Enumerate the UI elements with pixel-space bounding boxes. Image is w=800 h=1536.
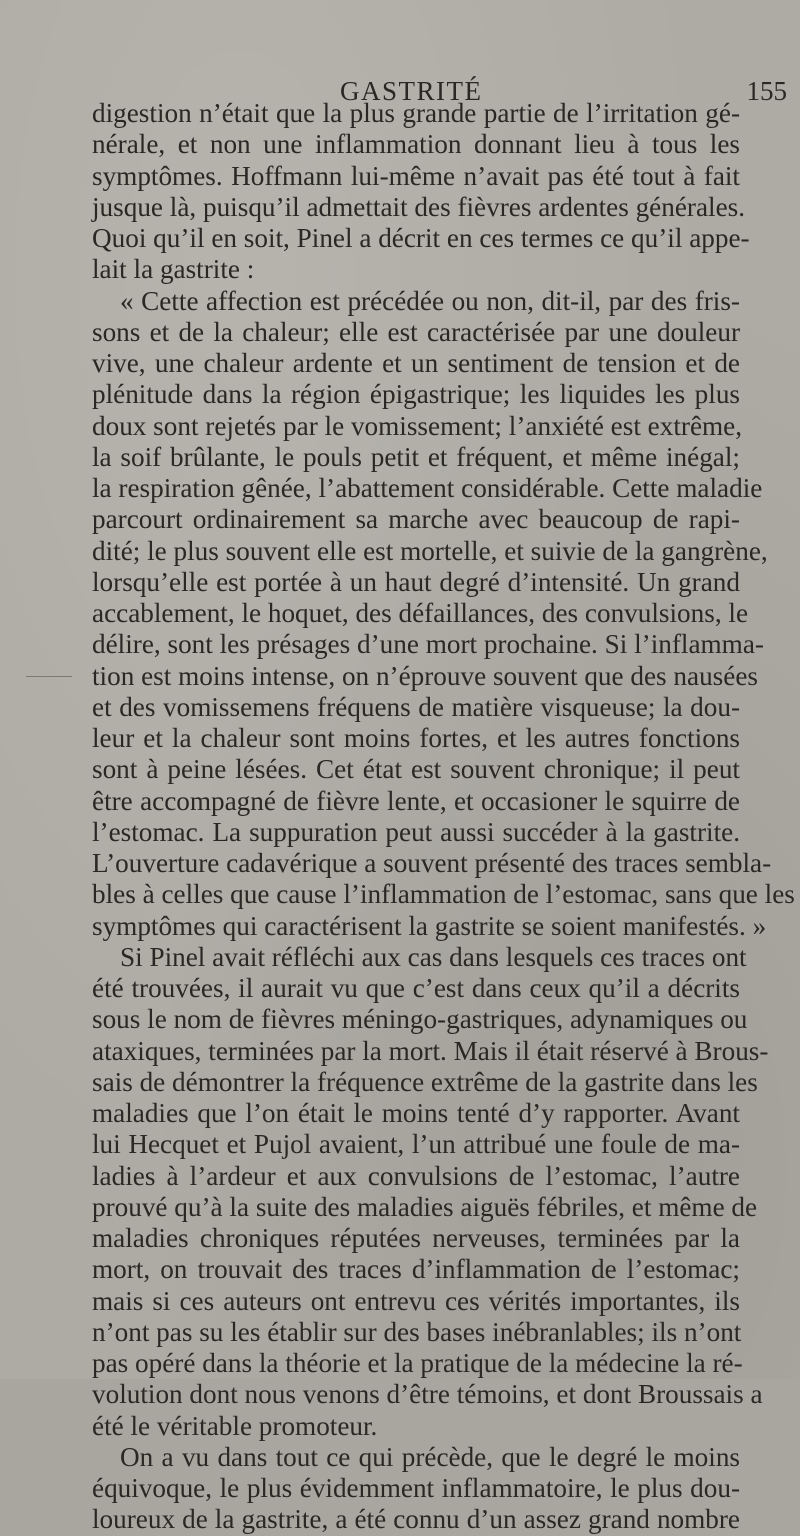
text-line: tion est moins intense, on n’éprouve souvent que des nausées	[92, 660, 758, 691]
text-line: et des vomissemens fréquens de matière visqueuse; la dou-	[92, 691, 740, 722]
text-line: sais de démontrer la fréquence extrême de la gastrite dans les	[92, 1066, 758, 1097]
text-line: Si Pinel avait réfléchi aux cas dans lesquels ces traces ont	[120, 941, 747, 972]
text-line: bles à celles que cause l’inflammation de l’estomac, sans que les	[92, 879, 795, 910]
text-line: été trouvées, il aurait vu que c’est dans ceux qu’il a décrits	[92, 973, 740, 1003]
text-line: doux sont rejetés par le vomissement; l’anxiété est extrême,	[92, 410, 743, 441]
text-line: dité; le plus souvent elle est mortelle, et suivie de la gangrène,	[92, 535, 768, 566]
text-line: délire, sont les présages d’une mort prochaine. Si l’inflamma-	[92, 629, 764, 660]
text-line: leur et la chaleur sont moins fortes, et les autres fonctions	[92, 723, 740, 753]
text-line: « Cette affection est précédée ou non, dit-il, par des fris-	[120, 285, 740, 316]
page-number: 155	[746, 76, 787, 106]
text-line: équivoque, le plus évidemment inflammatoire, le plus dou-	[92, 1473, 740, 1503]
text-line: sous le nom de fièvres méningo-gastriques, adynamiques ou	[92, 1004, 748, 1035]
text-line: lait la gastrite :	[92, 254, 255, 285]
text-line: symptômes qui caractérisent la gastrite se soient manifestés. »	[92, 910, 767, 941]
text-line: être accompagné de fièvre lente, et occasioner le squirre de	[92, 785, 740, 816]
body-text	[92, 98, 795, 1536]
text-line: volution dont nous venons d’être témoins, et dont Broussais a	[92, 1379, 763, 1410]
text-line: prouvé qu’à la suite des maladies aiguës fébriles, et même de	[92, 1191, 758, 1222]
text-line: ladies à l’ardeur et aux convulsions de l’estomac, l’autre	[92, 1160, 740, 1191]
text-line: la soif brûlante, le pouls petit et fréquent, et même inégal;	[92, 441, 740, 472]
text-line: n’ont pas su les établir sur des bases inébranlables; ils n’ont	[92, 1316, 742, 1347]
text-line: On a vu dans tout ce qui précède, que le degré le moins	[120, 1441, 740, 1472]
text-line: sons et de la chaleur; elle est caractérisée par une douleur	[92, 316, 740, 347]
text-line: mais si ces auteurs ont entrevu ces vérités importantes, ils	[92, 1285, 740, 1316]
margin-mark	[26, 676, 72, 677]
text-line: ataxiques, terminées par la mort. Mais il était réservé à Brous-	[92, 1035, 769, 1066]
text-line: sont à peine lésées. Cet état est souvent chronique; il peut	[92, 754, 740, 785]
text-line: maladies chroniques réputées nerveuses, terminées par la	[92, 1223, 740, 1253]
text-line: vive, une chaleur ardente et un sentiment de tension et de	[92, 348, 740, 378]
text-line: l’estomac. La suppuration peut aussi succéder à la gastrite.	[92, 816, 740, 847]
text-line: maladies que l’on était le moins tenté d’y rapporter. Avant	[92, 1098, 740, 1128]
text-line: parcourt ordinairement sa marche avec beaucoup de rapi-	[92, 504, 740, 535]
text-line: accablement, le hoquet, des défaillances, des convulsions, le	[92, 598, 749, 628]
running-title: GASTRITÉ	[340, 76, 483, 106]
text-line: été le véritable promoteur.	[92, 1410, 378, 1441]
text-line: digestion n’était que la plus grande partie de l’irritation gé-	[92, 98, 740, 128]
text-line: loureux de la gastrite, a été connu d’un assez grand nombre	[92, 1504, 740, 1535]
text-line: symptômes. Hoffmann lui-même n’avait pas été tout à fait	[92, 160, 740, 191]
text-line: jusque là, puisqu’il admettait des fièvres ardentes générales.	[92, 191, 746, 222]
text-line: la respiration gênée, l’abattement considérable. Cette maladie	[92, 473, 763, 503]
text-line: Quoi qu’il en soit, Pinel a décrit en ces termes ce qu’il appe-	[92, 223, 750, 253]
text-line: nérale, et non une inflammation donnant lieu à tous les	[92, 129, 740, 160]
text-line: lorsqu’elle est portée à un haut degré d’intensité. Un grand	[92, 566, 740, 597]
text-line: pas opéré dans la théorie et la pratique de la médecine la ré-	[92, 1348, 743, 1378]
text-line: L’ouverture cadavérique a souvent présenté des traces sembla-	[92, 848, 772, 878]
text-line: lui Hecquet et Pujol avaient, l’un attribué une foule de ma-	[92, 1129, 740, 1160]
text-line: plénitude dans la région épigastrique; les liquides les plus	[92, 379, 740, 410]
text-line: mort, on trouvait des traces d’inflammation de l’estomac;	[92, 1254, 740, 1285]
